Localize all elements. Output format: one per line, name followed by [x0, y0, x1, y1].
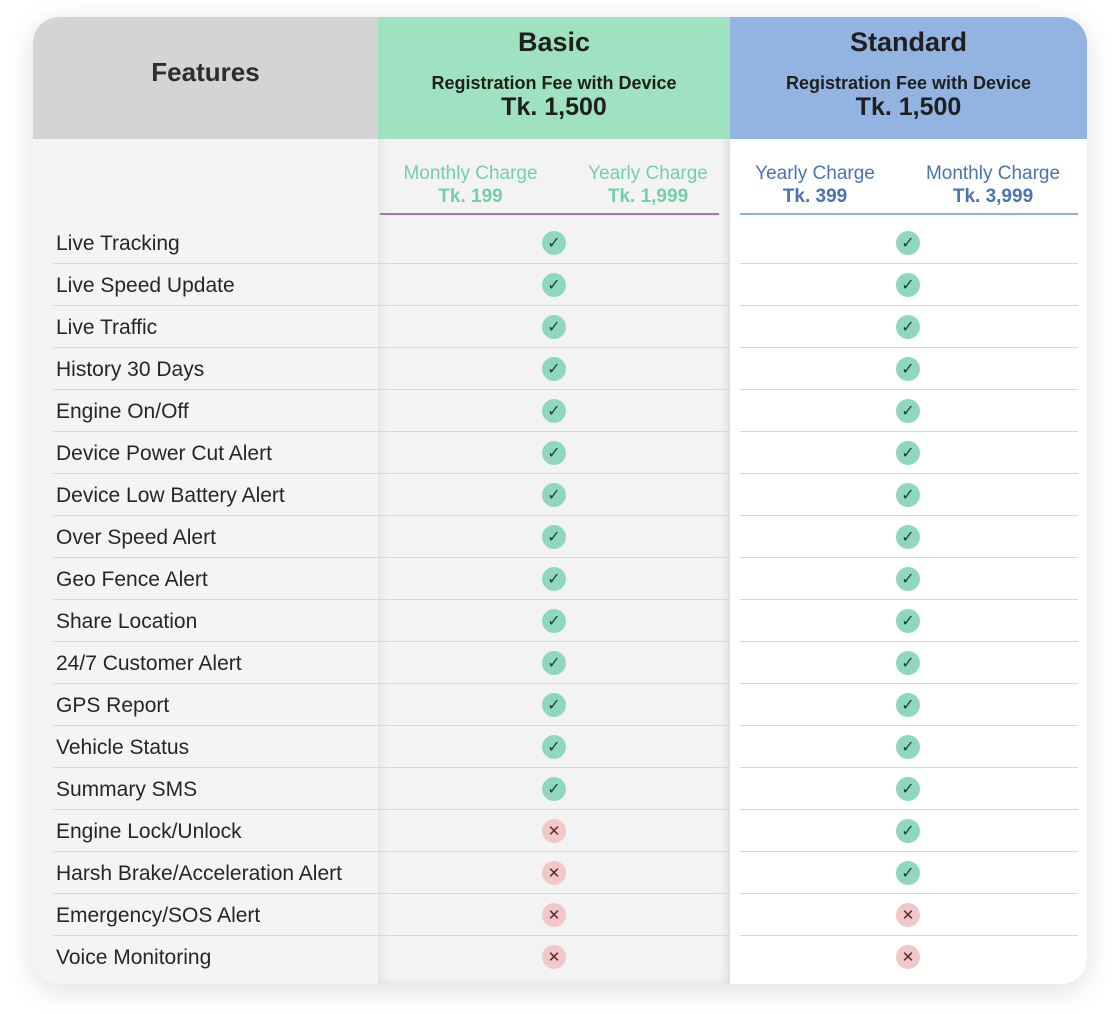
feature-name: GPS Report	[56, 694, 170, 717]
standard-plan-header	[730, 17, 1087, 139]
check-circle-icon: ✓	[896, 399, 920, 423]
basic-yearly-charge-label: Yearly Charge	[588, 163, 708, 184]
standard-monthly-charge-price: Tk. 3,999	[952, 186, 1034, 207]
check-circle-icon: ✓	[896, 735, 920, 759]
table-row	[33, 222, 1087, 264]
check-circle-icon: ✓	[542, 651, 566, 675]
table-row	[33, 390, 1087, 432]
table-row	[33, 768, 1087, 810]
feature-name: Engine Lock/Unlock	[56, 820, 242, 843]
check-circle-icon: ✓	[896, 819, 920, 843]
feature-name: Engine On/Off	[56, 400, 189, 423]
x-circle-icon: ✕	[542, 861, 566, 885]
check-circle-icon: ✓	[542, 315, 566, 339]
basic-yearly-charge-price: Tk. 1,999	[607, 186, 689, 207]
table-row	[33, 306, 1087, 348]
check-circle-icon: ✓	[896, 441, 920, 465]
pricing-table	[33, 17, 1087, 984]
check-circle-icon: ✓	[542, 735, 566, 759]
basic-plan-title: Basic	[517, 27, 591, 57]
check-circle-icon: ✓	[896, 651, 920, 675]
x-circle-icon: ✕	[542, 945, 566, 969]
check-circle-icon: ✓	[542, 609, 566, 633]
check-circle-icon: ✓	[542, 483, 566, 507]
feature-name: Device Power Cut Alert	[56, 442, 272, 465]
basic-monthly-charge	[388, 162, 553, 208]
basic-fee-price: Tk. 1,500	[501, 93, 607, 121]
check-circle-icon: ✓	[896, 231, 920, 255]
feature-name: Vehicle Status	[56, 736, 190, 759]
feature-name: Live Speed Update	[56, 274, 235, 297]
feature-name: Live Traffic	[56, 316, 158, 339]
standard-fee-price: Tk. 1,500	[855, 93, 962, 121]
table-row	[33, 852, 1087, 894]
check-circle-icon: ✓	[896, 525, 920, 549]
check-circle-icon: ✓	[896, 273, 920, 297]
feature-name: Device Low Battery Alert	[56, 484, 285, 507]
features-header	[33, 17, 378, 139]
feature-name: Geo Fence Alert	[56, 568, 208, 591]
standard-yearly-charge	[740, 162, 890, 208]
check-circle-icon: ✓	[542, 441, 566, 465]
feature-name: Over Speed Alert	[56, 526, 216, 549]
table-row	[33, 684, 1087, 726]
basic-fee-label: Registration Fee with Device	[431, 73, 677, 93]
check-circle-icon: ✓	[896, 777, 920, 801]
check-circle-icon: ✓	[542, 399, 566, 423]
table-row	[33, 558, 1087, 600]
table-row	[33, 600, 1087, 642]
basic-plan-header	[378, 17, 730, 139]
check-circle-icon: ✓	[896, 861, 920, 885]
check-circle-icon: ✓	[542, 357, 566, 381]
features-title: Features	[151, 57, 260, 87]
table-row	[33, 894, 1087, 936]
basic-monthly-charge-price: Tk. 199	[438, 186, 503, 207]
table-row	[33, 726, 1087, 768]
feature-name: Summary SMS	[56, 778, 198, 801]
x-circle-icon: ✕	[542, 819, 566, 843]
standard-plan-title: Standard	[849, 27, 968, 57]
table-row	[33, 474, 1087, 516]
standard-monthly-charge	[913, 162, 1073, 208]
check-circle-icon: ✓	[896, 567, 920, 591]
check-circle-icon: ✓	[542, 777, 566, 801]
basic-monthly-charge-label: Monthly Charge	[403, 163, 538, 184]
check-circle-icon: ✓	[542, 567, 566, 591]
standard-yearly-charge-price: Tk. 399	[782, 186, 848, 207]
table-row	[33, 642, 1087, 684]
check-circle-icon: ✓	[896, 609, 920, 633]
check-circle-icon: ✓	[896, 315, 920, 339]
standard-yearly-charge-label: Yearly Charge	[755, 163, 875, 184]
table-row	[33, 810, 1087, 852]
feature-name: Live Tracking	[56, 232, 180, 255]
feature-name: 24/7 Customer Alert	[56, 652, 242, 675]
table-row	[33, 516, 1087, 558]
feature-name: Emergency/SOS Alert	[56, 904, 261, 927]
feature-name: Harsh Brake/Acceleration Alert	[56, 862, 342, 885]
check-circle-icon: ✓	[542, 693, 566, 717]
x-circle-icon: ✕	[542, 903, 566, 927]
standard-fee-label: Registration Fee with Device	[785, 73, 1032, 93]
table-row	[33, 264, 1087, 306]
basic-charges-underline	[380, 213, 719, 215]
table-row	[33, 432, 1087, 474]
standard-charges-underline	[740, 213, 1078, 215]
standard-monthly-charge-label: Monthly Charge	[925, 163, 1061, 184]
table-row	[33, 348, 1087, 390]
check-circle-icon: ✓	[542, 525, 566, 549]
x-circle-icon: ✕	[896, 903, 920, 927]
feature-name: Share Location	[56, 610, 198, 633]
check-circle-icon: ✓	[542, 231, 566, 255]
feature-name: History 30 Days	[56, 358, 205, 381]
basic-yearly-charge	[568, 162, 728, 208]
feature-name: Voice Monitoring	[56, 946, 212, 969]
check-circle-icon: ✓	[896, 357, 920, 381]
table-row	[33, 936, 1087, 978]
check-circle-icon: ✓	[896, 483, 920, 507]
x-circle-icon: ✕	[896, 945, 920, 969]
check-circle-icon: ✓	[542, 273, 566, 297]
check-circle-icon: ✓	[896, 693, 920, 717]
